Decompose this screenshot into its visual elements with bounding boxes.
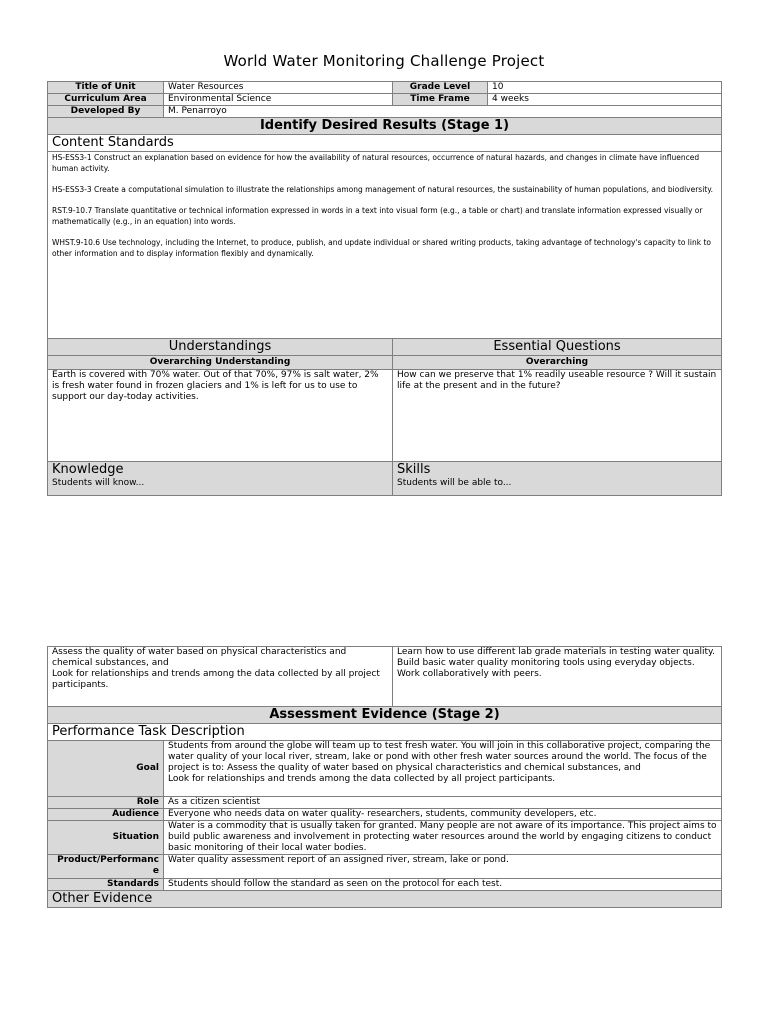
audience-label: Audience [48, 809, 164, 821]
developed-by-value: M. Penarroyo [164, 106, 722, 118]
standard-item: HS-ESS3-1 Construct an explanation based on evidence for how the availability of natural resources, occurrence of natural hazards, and changes in climate have influenced human activity. [52, 153, 700, 173]
performance-task-heading: Performance Task Description [48, 724, 722, 741]
essential-questions-heading: Essential Questions [393, 339, 722, 356]
goal-line: Students from around the globe will team up to test fresh water. You will join in this collaborative project, comparing the water quality of your local river, stream, lake or pond with other fresh water sources around the world. The focus of the project is to: Assess the quality of water based on physical characteristics and chemical substances, and [168, 741, 711, 773]
title-of-unit-value: Water Resources [164, 82, 393, 94]
stage2-table [47, 646, 722, 908]
skills-list [393, 647, 722, 707]
stage1-table [47, 81, 722, 496]
overarching-understanding-label: Overarching Understanding [48, 356, 393, 370]
knowledge-sub: Students will know... [52, 478, 145, 488]
developed-by-label: Developed By [48, 106, 164, 118]
goal-label: Goal [48, 741, 164, 797]
understanding-text: Earth is covered with 70% water. Out of that 70%, 97% is salt water, 2% is fresh water found in frozen glaciers and 1% is left for us to use to support our day-today activities. [48, 370, 393, 462]
skills-item: Work collaboratively with peers. [397, 669, 542, 679]
role-value: As a citizen scientist [164, 797, 722, 809]
grade-level-value: 10 [488, 82, 722, 94]
content-standards-list [48, 152, 722, 339]
stage2-heading: Assessment Evidence (Stage 2) [48, 707, 722, 724]
audience-value: Everyone who needs data on water quality- researchers, students, community developers, etc. [164, 809, 722, 821]
time-frame-label: Time Frame [393, 94, 488, 106]
grade-level-label: Grade Level [393, 82, 488, 94]
knowledge-cell [48, 462, 393, 496]
knowledge-heading: Knowledge [52, 462, 124, 477]
situation-label: Situation [48, 821, 164, 855]
standards-value: Students should follow the standard as seen on the protocol for each test. [164, 879, 722, 891]
skills-sub: Students will be able to... [397, 478, 512, 488]
document-title: World Water Monitoring Challenge Project [223, 52, 545, 70]
content-standards-heading: Content Standards [48, 135, 722, 152]
curriculum-area-value: Environmental Science [164, 94, 393, 106]
goal-line: Look for relationships and trends among the data collected by all project participants. [168, 774, 556, 784]
standard-item: RST.9-10.7 Translate quantitative or technical information expressed in words in a text into visual form (e.g., a table or chart) and translate information expressed visually or mathematically (e.g., in an equation) into words. [52, 206, 703, 226]
role-label: Role [48, 797, 164, 809]
knowledge-list [48, 647, 393, 707]
product-label: Product/Performance [48, 855, 164, 879]
curriculum-area-label: Curriculum Area [48, 94, 164, 106]
skills-item: Learn how to use different lab grade materials in testing water quality. [397, 647, 715, 657]
goal-value [164, 741, 722, 797]
standard-item: HS-ESS3-3 Create a computational simulation to illustrate the relationships among management of natural resources, the sustainability of human populations, and biodiversity. [52, 185, 713, 194]
title-of-unit-label: Title of Unit [48, 82, 164, 94]
product-value: Water quality assessment report of an assigned river, stream, lake or pond. [164, 855, 722, 879]
skills-item: Build basic water quality monitoring tools using everyday objects. [397, 658, 695, 668]
knowledge-item: Assess the quality of water based on physical characteristics and chemical substances, and [52, 647, 347, 668]
standard-item: WHST.9-10.6 Use technology, including the Internet, to produce, publish, and update individual or shared writing products, taking advantage of technology's capacity to link to other information and to display information flexibly and dynamically. [52, 238, 711, 258]
understandings-heading: Understandings [48, 339, 393, 356]
situation-value: Water is a commodity that is usually taken for granted. Many people are not aware of its importance. This project aims to build public awareness and involvement in protecting water resources around the world by engaging citizens to conduct basic monitoring of their local water bodies. [164, 821, 722, 855]
time-frame-value: 4 weeks [488, 94, 722, 106]
other-evidence-heading: Other Evidence [48, 891, 722, 908]
question-text: How can we preserve that 1% readily useable resource ? Will it sustain life at the present and in the future? [393, 370, 722, 462]
skills-cell [393, 462, 722, 496]
overarching-label: Overarching [393, 356, 722, 370]
stage1-heading: Identify Desired Results (Stage 1) [48, 118, 722, 135]
knowledge-item: Look for relationships and trends among the data collected by all project participants. [52, 669, 380, 690]
standards-label: Standards [48, 879, 164, 891]
skills-heading: Skills [397, 462, 431, 477]
